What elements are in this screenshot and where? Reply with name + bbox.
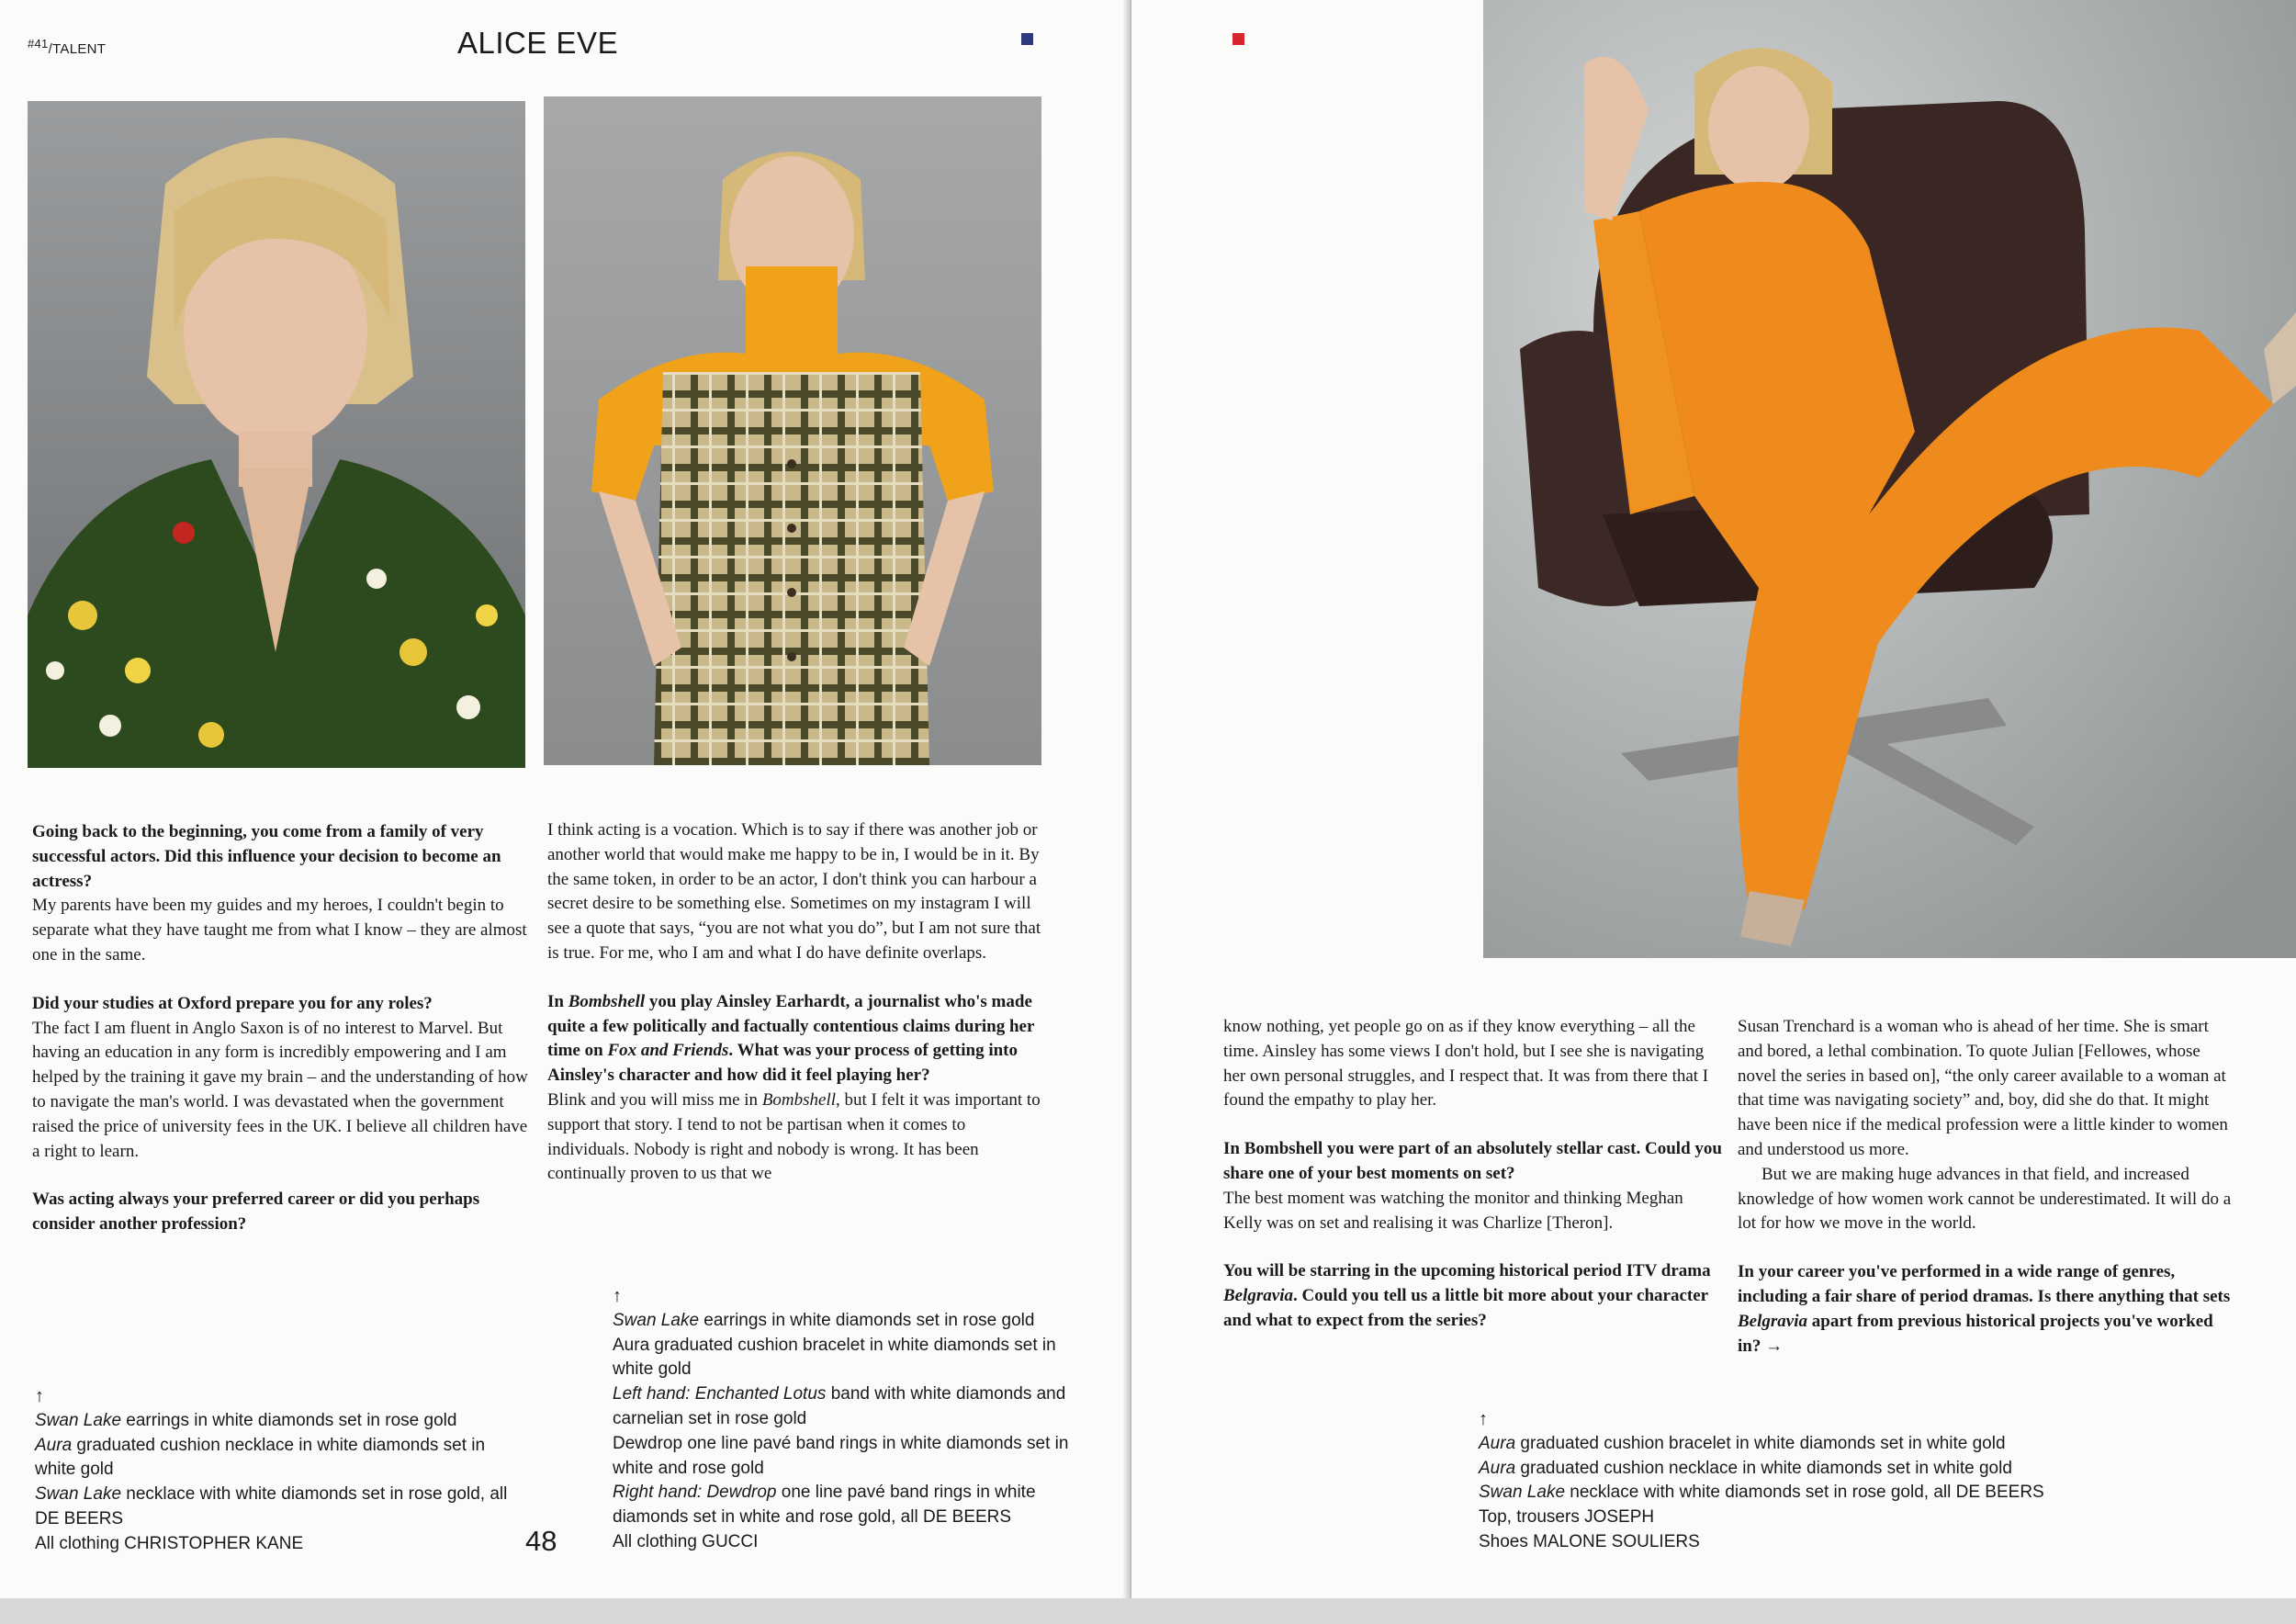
right-page <box>1131 0 2296 1598</box>
answer-family-of-actors: My parents have been my guides and my heroes, I couldn't begin to separate what they have taught me from what I know – they are almost one in the same. <box>32 896 527 964</box>
a4-text: Blink and you will miss me in <box>547 1089 762 1110</box>
credit-line: Shoes MALONE SOULIERS <box>1479 1531 1700 1551</box>
credit-line: Dewdrop one line pavé band rings in white diamonds set in white and rose gold <box>613 1433 1069 1478</box>
credit-item-desc: necklace with white diamonds set in rose gold, all DE BEERS <box>35 1484 508 1528</box>
up-arrow-icon: ↑ <box>35 1386 44 1406</box>
question-family-of-actors: Going back to the beginning, you come from a family of very successful actors. Did this influence your decision to become an actress? <box>32 822 501 891</box>
credit-item-desc: earrings in white diamonds set in rose gold <box>699 1310 1035 1330</box>
credit-item-desc: graduated cushion bracelet in white diamonds set in white gold <box>1515 1433 2006 1453</box>
credit-item-name: Swan Lake <box>35 1410 122 1430</box>
credit-item-name: Swan Lake <box>1479 1483 1566 1503</box>
answer-vocation: I think acting is a vocation. Which is to say if there was another job or another world that would make me happy to be in, I would be in it. By the same token, in order to be an actor, I don't think you can harbour a secret desire to be something else. Sometimes on my instagram I will see a quote that says, “you are not what you do”, but I am not sure that is true. For me, who I am and what I do have definite overlaps. <box>547 820 1041 963</box>
credit-line <box>35 1409 522 1434</box>
q4-text-mid: you play Ainsley Earhardt, a journalist who's made quite a few politically and factually contentious claims during her time on <box>547 991 1035 1061</box>
credit-item-name: Left hand: Enchanted Lotus <box>613 1384 827 1404</box>
issue-number: #41 <box>28 37 49 51</box>
answer-bombshell-continued: know nothing, yet people go on as if they know everything – all the time. Ainsley has some views I don't hold, but I see she is navigating her own personal struggles, and I respect that. It was from there that I found the empathy to play her. <box>1223 1017 1709 1111</box>
up-arrow-icon: ↑ <box>613 1286 622 1306</box>
credit-item-desc: graduated cushion necklace in white diamonds set in white gold <box>1515 1458 2012 1478</box>
credit-line: All clothing CHRISTOPHER KANE <box>35 1533 304 1553</box>
photo-floral-jacket-portrait <box>28 101 525 768</box>
article-column-2 <box>547 818 1043 1187</box>
credit-item-name: Swan Lake <box>35 1484 122 1505</box>
answer-bombshell-ainsley <box>547 1088 1043 1187</box>
credit-line <box>613 1382 1072 1432</box>
credit-item-desc: necklace with white diamonds set in rose gold, all DE BEERS <box>1565 1483 2044 1503</box>
credit-line <box>1479 1481 2122 1506</box>
q4-italic-bombshell: Bombshell <box>568 991 646 1011</box>
credit-line <box>1479 1457 2122 1482</box>
credits-block-left <box>35 1384 522 1557</box>
credit-item-desc: earrings in white diamonds set in rose gold <box>121 1410 457 1430</box>
credit-item-desc: band with white diamonds and carnelian set in rose gold <box>613 1384 1066 1428</box>
answer-oxford: The fact I am fluent in Anglo Saxon is of no interest to Marvel. But having an education in any form is incredibly empowering and I am helped by the training it gave my brain – and the understanding of how to navigate the man's world. I was devastated when the government raised the price of university fees in the UK. I believe all children have a right to learn. <box>32 1018 528 1161</box>
section-name: TALENT <box>52 41 107 57</box>
credit-line <box>35 1483 522 1532</box>
up-arrow-icon: ↑ <box>1479 1409 1488 1429</box>
question-bombshell-ainsley <box>547 990 1043 1088</box>
section-slash: / <box>48 41 53 57</box>
credit-line: Top, trousers JOSEPH <box>1479 1507 1655 1528</box>
article-column-1 <box>32 820 528 1237</box>
a4-italic-bombshell: Bombshell <box>761 1089 837 1110</box>
page-number: 48 <box>525 1525 557 1557</box>
q7-text: In your career you've performed in a wide range of genres, including a fair share of period dramas. Is there anything that sets <box>1738 1262 2231 1306</box>
credit-item-desc: one line pavé band rings in white diamonds set in white and rose gold, all DE BEERS <box>613 1483 1036 1528</box>
q4-italic-fox: Fox and Friends <box>607 1041 729 1061</box>
credits-block-right <box>1479 1407 2122 1555</box>
credit-item-name: Aura <box>35 1435 73 1455</box>
question-period-dramas <box>1738 1260 2234 1359</box>
q6-italic-belgravia: Belgravia <box>1223 1286 1293 1306</box>
question-belgravia <box>1223 1259 1724 1333</box>
q7-text-end: apart from previous historical projects you've worked in? → <box>1738 1311 2213 1356</box>
left-page <box>0 0 1128 1598</box>
credits-block-center <box>613 1284 1072 1555</box>
section-label <box>28 37 106 57</box>
answer-belgravia-cont: But we are making huge advances in that field, and increased knowledge of how women work cannot be underestimated. It will do a lot for how we move in the world. <box>1738 1164 2232 1234</box>
credit-line <box>1479 1432 2122 1457</box>
question-oxford: Did your studies at Oxford prepare you for any roles? <box>32 993 433 1013</box>
red-square-marker <box>1232 33 1244 45</box>
credit-item-name: Aura <box>1479 1433 1516 1453</box>
article-column-3 <box>1223 1015 1724 1334</box>
credit-item-name: Swan Lake <box>613 1310 700 1330</box>
credit-item-name: Right hand: Dewdrop <box>613 1483 777 1503</box>
photo-plaid-vest-portrait <box>544 96 1041 765</box>
question-preferred-career: Was acting always your preferred career or did you perhaps consider another profession? <box>32 1190 480 1235</box>
credit-line: Aura graduated cushion bracelet in white diamonds set in white gold <box>613 1335 1056 1380</box>
credit-line: All clothing GUCCI <box>613 1531 759 1551</box>
q6-text: You will be starring in the upcoming historical period ITV drama <box>1223 1261 1711 1281</box>
article-column-4 <box>1738 1015 2234 1359</box>
credit-line <box>613 1309 1072 1334</box>
question-stellar-cast: In Bombshell you were part of an absolutely stellar cast. Could you share one of your best moments on set? <box>1223 1139 1722 1183</box>
blue-square-marker <box>1021 33 1033 45</box>
credit-line <box>35 1434 522 1483</box>
q4-text-end: . What was your process of getting into Ainsley's character and how did it feel playing her? <box>547 1041 1018 1086</box>
credit-item-name: Aura <box>1479 1458 1516 1478</box>
answer-stellar-cast: The best moment was watching the monitor and thinking Meghan Kelly was on set and realising it was Charlize [Theron]. <box>1223 1188 1683 1233</box>
credit-line <box>613 1481 1072 1530</box>
answer-belgravia: Susan Trenchard is a woman who is ahead of her time. She is smart and bored, a lethal combination. To quote Julian [Fellowes, whose novel the series in based on], “the only career available to a woman at that time was navigating society” and, boy, did she do that. It might have been nice if the medical profession were a little kinder to women and understood us more. <box>1738 1017 2228 1159</box>
credit-item-desc: graduated cushion necklace in white diamonds set in white gold <box>35 1435 486 1480</box>
q4-text: In <box>547 991 568 1011</box>
q7-italic-belgravia: Belgravia <box>1738 1311 1807 1331</box>
q6-text-end: . Could you tell us a little bit more about your character and what to expect from the series? <box>1223 1286 1708 1330</box>
a4-text-end: , but I felt it was important to support that story. I tend to not be partisan when it comes to individuals. Nobody is right and nobody is wrong. It has been continually proven to us that we <box>547 1089 1041 1184</box>
page-title: ALICE EVE <box>457 26 619 60</box>
photo-orange-outfit-chair <box>1483 0 2296 958</box>
